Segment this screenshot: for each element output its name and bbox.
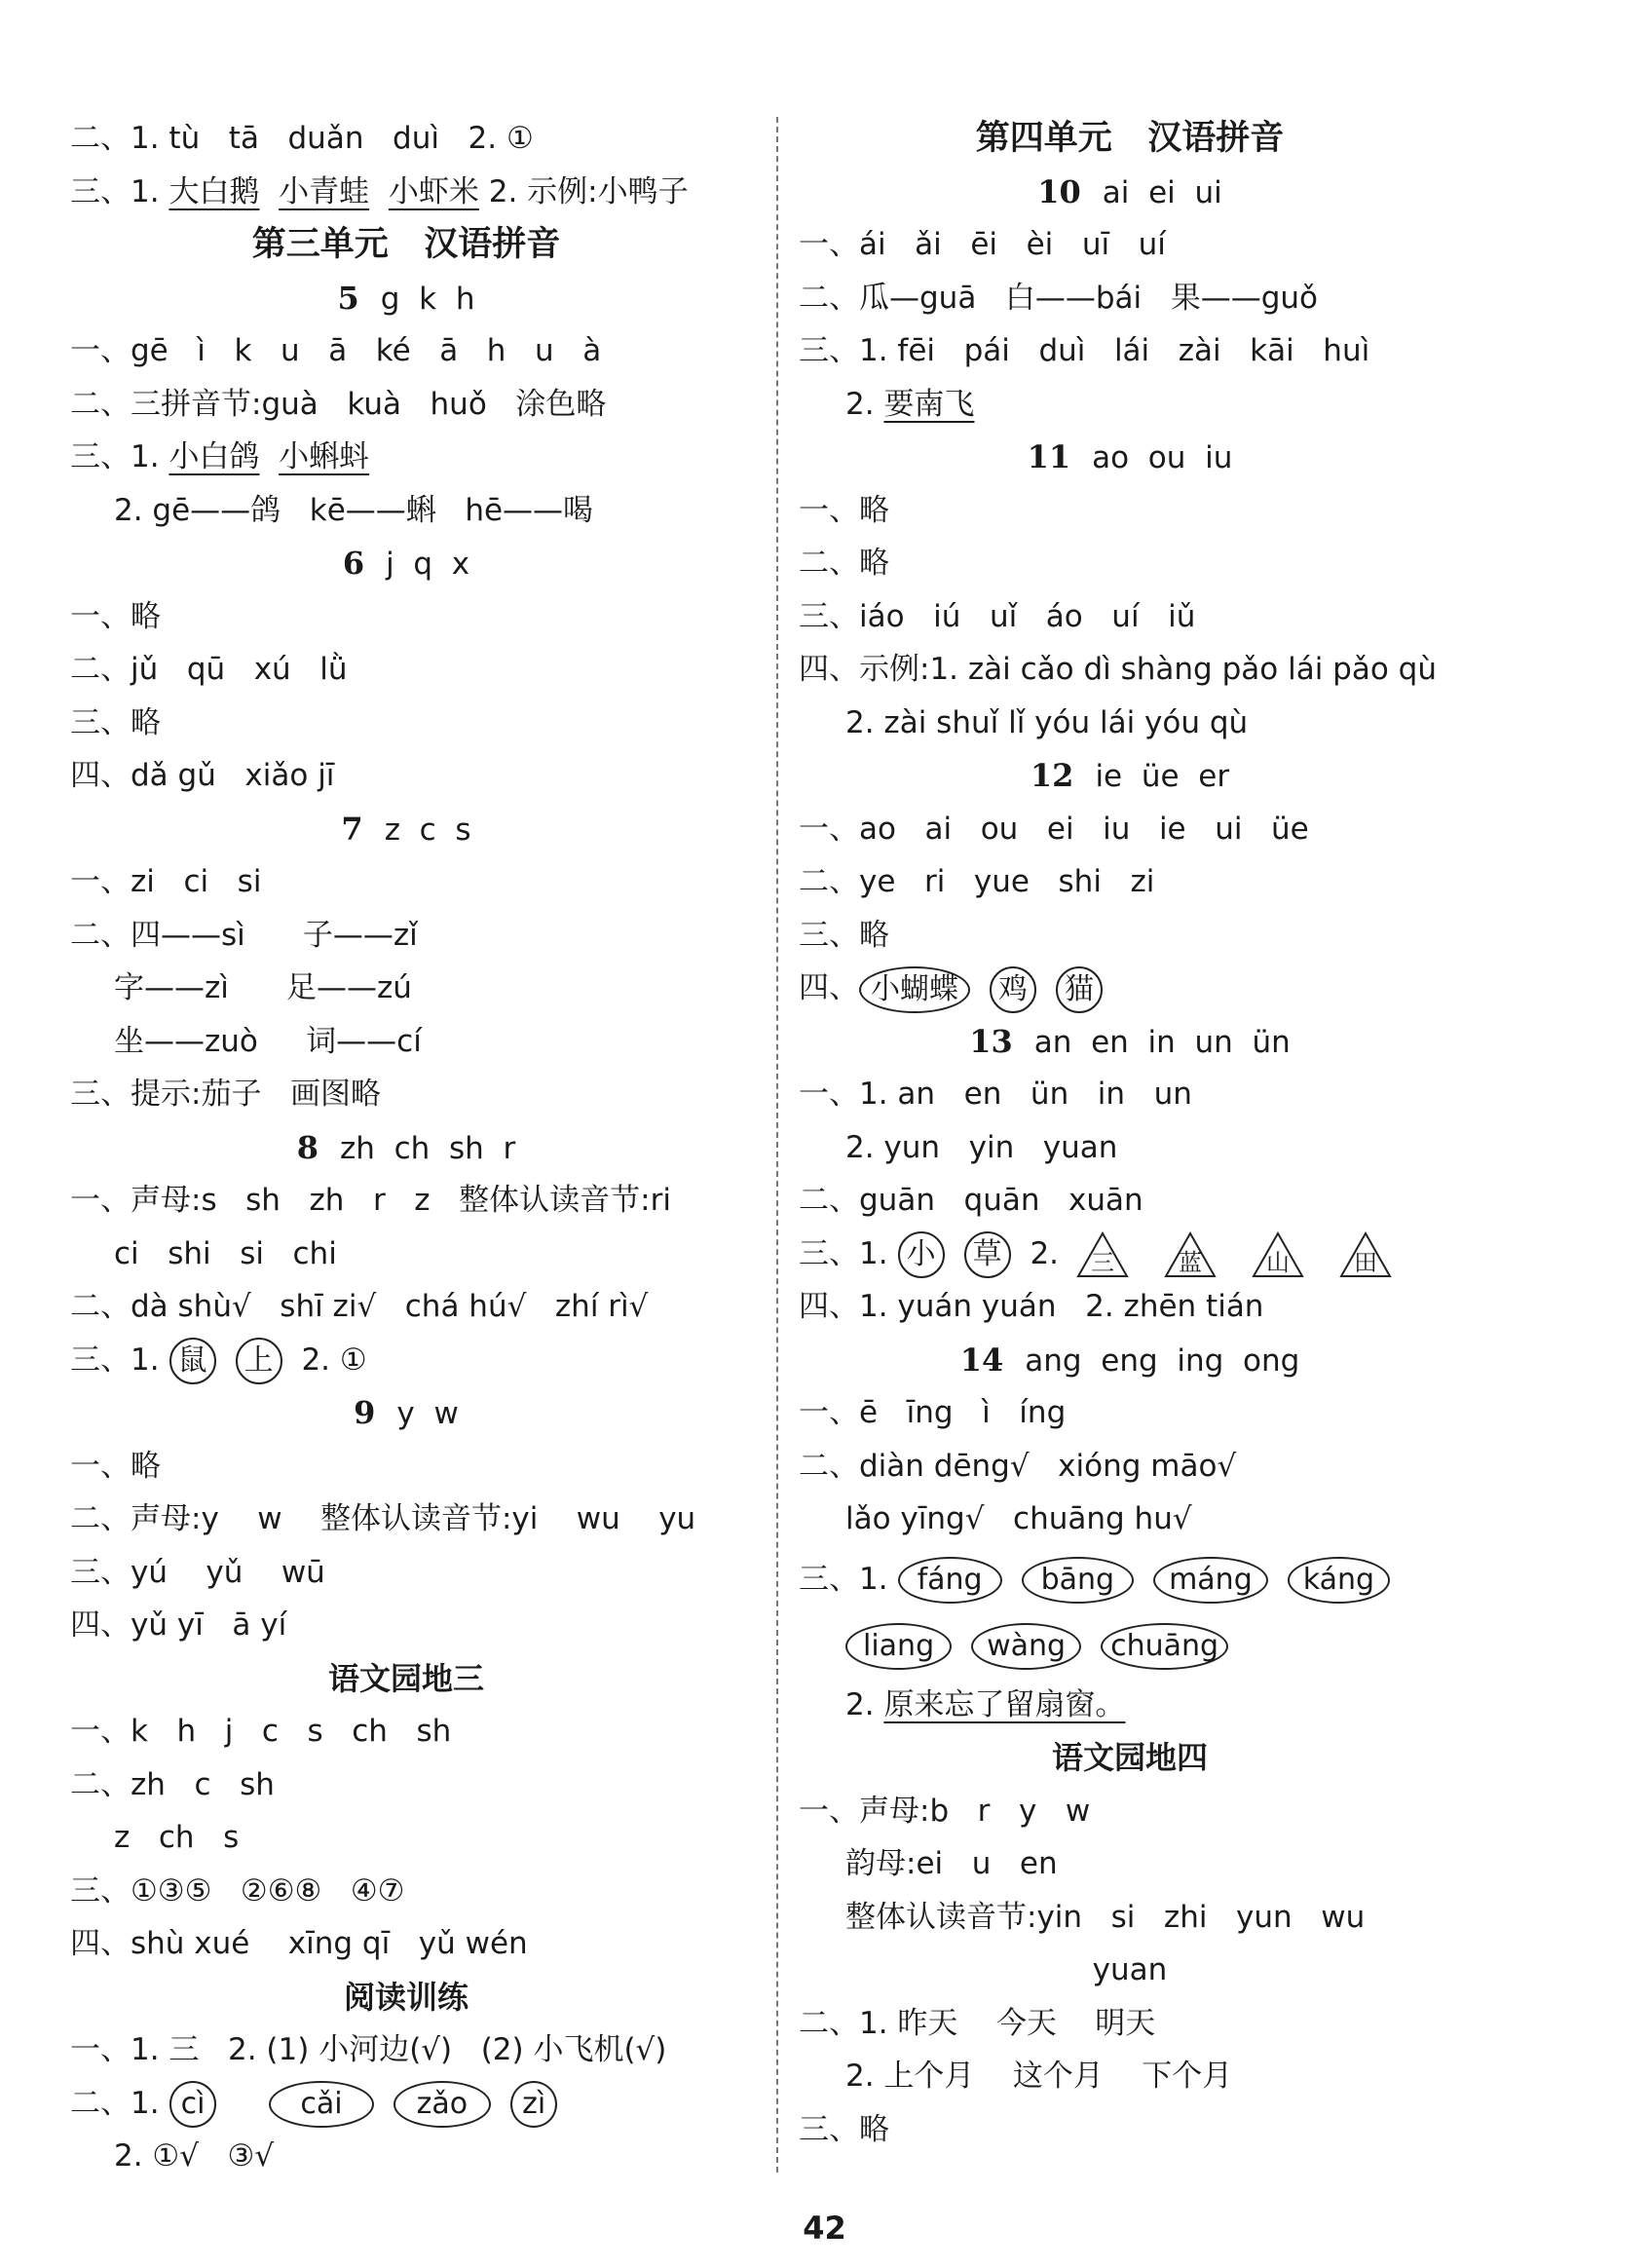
lesson-number: 11: [1027, 438, 1071, 475]
circled-answer: 小蝴蝶: [859, 966, 970, 1013]
circled-answer: 猫: [1056, 966, 1103, 1013]
answer-line: 一、zi ci si: [70, 864, 262, 899]
lesson-name: zh ch sh r: [339, 1130, 516, 1166]
lesson-number: 13: [969, 1022, 1013, 1060]
unit-title: 第三单元 汉语拼音: [251, 224, 561, 264]
circled-answer: káng: [1288, 1557, 1390, 1604]
answer-line: [70, 2077, 742, 2131]
answer-line: 一、ao ai ou ei iu ie ui üe: [799, 811, 1309, 847]
answer-line: 一、k h j c s ch sh: [70, 1714, 452, 1749]
circled-answer: 小: [898, 1231, 945, 1278]
answer-line: lǎo yīng√ chuāng hu√: [845, 1501, 1192, 1536]
lesson-name: ang eng ing ong: [1025, 1342, 1300, 1379]
lesson-title: [70, 1121, 742, 1175]
circled-answer: fáng: [898, 1557, 1002, 1604]
answer-line: 2. yun yin yuan: [845, 1129, 1118, 1165]
answer-line: 2. ①√ ③√: [114, 2138, 275, 2174]
lesson-title: [799, 1334, 1461, 1387]
lesson-name: ai ei ui: [1102, 174, 1222, 210]
answer-prefix: 2.: [845, 1686, 875, 1722]
lesson-name: y w: [396, 1396, 459, 1431]
underlined-answer: 小虾米: [388, 173, 479, 209]
lesson-title: [70, 272, 742, 325]
answer-line: 2. 上个月 这个月 下个月: [845, 2059, 1233, 2094]
underlined-answer: 要南飞: [883, 386, 975, 422]
answer-line: 一、gē ì k u ā ké ā h u à: [70, 333, 602, 368]
answer-line: 二、diàn dēng√ xióng māo√: [799, 1448, 1237, 1484]
answer-line: [799, 962, 1461, 1015]
answer-line: 二、四——sì 子——zǐ: [70, 917, 418, 953]
answer-prefix: 三、1.: [70, 1342, 160, 1378]
lesson-number: 8: [296, 1128, 319, 1166]
lesson-name: an en in un ün: [1033, 1024, 1291, 1060]
lesson-number: 10: [1037, 172, 1081, 210]
answer-prefix: 三、1.: [70, 439, 160, 474]
answer-line: 三、略: [799, 917, 889, 953]
triangle-outline-icon: [1339, 1230, 1392, 1279]
answer-line: ci shi si chi: [114, 1235, 337, 1271]
answer-line: 一、声母:b r y w: [799, 1793, 1091, 1829]
circled-answer: liang: [845, 1623, 952, 1670]
lesson-number: 7: [341, 810, 363, 848]
triangle-marked-answer: [1076, 1230, 1129, 1279]
answer-line: 一、声母:s sh zh r z 整体认读音节:ri: [70, 1183, 671, 1218]
answer-line: 三、略: [799, 2111, 889, 2147]
answer-line: 二、dà shù√ shī zi√ chá hú√ zhí rì√: [70, 1289, 649, 1324]
circled-answer: máng: [1153, 1557, 1268, 1604]
triangle-marked-answer: [1164, 1230, 1217, 1279]
answer-line: 一、略: [70, 598, 161, 634]
circled-answer: 草: [964, 1231, 1011, 1278]
answer-line: 二、1. 昨天 今天 明天: [799, 2005, 1156, 2041]
answer-line: 坐——zuò 词——cí: [114, 1023, 422, 1059]
answer-line: [799, 1612, 1461, 1679]
answer-line: [70, 166, 742, 219]
circled-answer: 上: [236, 1338, 282, 1384]
lesson-title: [70, 803, 742, 856]
answer-line: 一、1. 三 2. (1) 小河边(√) (2) 小飞机(√): [70, 2032, 667, 2067]
lesson-name: j q x: [386, 547, 470, 582]
lesson-title: [799, 1015, 1461, 1069]
lesson-title: [799, 166, 1461, 219]
answer-prefix: 三、1.: [799, 1235, 888, 1271]
lesson-title: [70, 1386, 742, 1440]
circled-answer: zǎo: [394, 2081, 492, 2128]
column-divider: [776, 117, 778, 2173]
answer-line: 二、zh c sh: [70, 1766, 275, 1802]
section-title: 语文园地三: [327, 1659, 484, 1697]
lesson-title: [799, 749, 1461, 803]
circled-answer: chuāng: [1101, 1623, 1228, 1670]
answer-line: 二、瓜—guā 白——bái 果——guǒ: [799, 280, 1319, 316]
unit-title: 第四单元 汉语拼音: [975, 118, 1285, 158]
underlined-answer: 大白鹅: [169, 173, 260, 209]
answer-prefix: 三、1.: [799, 1561, 888, 1597]
circled-answer: wàng: [971, 1623, 1081, 1670]
lesson-number: 9: [354, 1394, 376, 1431]
answer-line: yuan: [1092, 1952, 1168, 1987]
answer-line: 二、guān quān xuān: [799, 1183, 1143, 1218]
triangle-outline-icon: [1164, 1230, 1217, 1279]
page-number: 42: [803, 2210, 846, 2247]
triangle-outline-icon: [1252, 1230, 1304, 1279]
answer-text: 2. ①: [301, 1342, 367, 1378]
answer-line: 三、提示:茄子 画图略: [70, 1077, 382, 1112]
answer-text: 2. 示例:小鸭子: [488, 173, 689, 209]
circled-answer: 鸡: [990, 966, 1036, 1013]
answer-line: [799, 1546, 1461, 1612]
triangle-outline-icon: [1076, 1230, 1129, 1279]
answer-line: 字——zì 足——zú: [114, 970, 412, 1005]
answer-prefix: 三、1.: [70, 173, 160, 209]
answer-line: [799, 378, 1461, 432]
left-column: [70, 112, 742, 2183]
answer-prefix: 四、: [799, 970, 859, 1005]
lesson-title: [799, 431, 1461, 484]
answer-prefix: 2.: [845, 386, 875, 422]
circled-answer: zì: [510, 2081, 557, 2128]
section-title: 语文园地四: [1051, 1739, 1208, 1776]
lesson-number: 12: [1030, 757, 1074, 794]
lesson-name: ie üe er: [1095, 759, 1230, 794]
answer-line: 二、三拼音节:guà kuà huǒ 涂色略: [70, 386, 607, 422]
answer-line: 一、略: [799, 492, 889, 528]
answer-line: 四、示例:1. zài cǎo dì shàng pǎo lái pǎo qù: [799, 652, 1437, 687]
answer-line: 韵母:ei u en: [845, 1846, 1058, 1881]
right-column: [799, 112, 1461, 2156]
underlined-answer: 小蝌蚪: [279, 439, 370, 474]
answer-line: 一、ē īng ì íng: [799, 1395, 1067, 1430]
triangle-marked-answer: [1252, 1230, 1304, 1279]
answer-line: [70, 1334, 742, 1387]
answer-line: 整体认读音节:yin si zhi yun wu: [845, 1899, 1366, 1935]
answer-prefix: 二、1.: [70, 2085, 160, 2121]
answer-line: 四、shù xué xīng qī yǔ wén: [70, 1926, 528, 1961]
lesson-name: ao ou iu: [1092, 440, 1233, 475]
answer-line: 二、jǔ qū xú lǜ: [70, 652, 348, 687]
answer-line: 三、略: [70, 704, 161, 740]
answer-line: 四、yǔ yī ā yí: [70, 1607, 287, 1643]
circled-answer: cǎi: [269, 2081, 373, 2128]
answer-line: 一、略: [70, 1448, 161, 1484]
answer-line: 二、ye ri yue shi zi: [799, 864, 1155, 899]
triangle-char: 田: [1354, 1249, 1378, 1276]
answer-line: 一、ái ǎi ēi èi uī uí: [799, 227, 1166, 262]
circled-answer: 鼠: [169, 1338, 216, 1384]
underlined-answer: 小青蛙: [279, 173, 370, 209]
underlined-answer: 小白鸽: [169, 439, 260, 474]
answer-line: z ch s: [114, 1820, 240, 1855]
triangle-char: 蓝: [1179, 1249, 1203, 1276]
lesson-name: z c s: [384, 812, 471, 848]
answer-line: [799, 1679, 1461, 1732]
answer-prefix: 2.: [1030, 1235, 1060, 1271]
answer-line: 一、1. an en ün in un: [799, 1077, 1192, 1112]
lesson-name: g k h: [380, 281, 475, 317]
answer-line: 2. gē——鸽 kē——蝌 hē——喝: [114, 492, 594, 528]
answer-line: [70, 431, 742, 484]
answer-line: 二、声母:y w 整体认读音节:yi wu yu: [70, 1501, 696, 1536]
answer-line: 三、yú yǔ wū: [70, 1554, 325, 1590]
answer-line: 三、iáo iú uǐ áo uí iǔ: [799, 598, 1196, 634]
lesson-number: 6: [342, 545, 365, 582]
triangle-char: 三: [1091, 1249, 1115, 1276]
lesson-title: [70, 537, 742, 590]
answer-line: 二、略: [799, 546, 889, 581]
circled-answer: cì: [169, 2081, 217, 2128]
triangle-char: 山: [1266, 1249, 1291, 1276]
section-title: 阅读训练: [343, 1978, 468, 2016]
lesson-number: 14: [959, 1341, 1004, 1379]
answer-line: [799, 1228, 1461, 1281]
answer-line: 四、dǎ gǔ xiǎo jī: [70, 758, 335, 793]
underlined-answer: 原来忘了留扇窗。: [883, 1686, 1126, 1722]
lesson-number: 5: [337, 279, 359, 317]
answer-line: 三、①③⑤ ②⑥⑧ ④⑦: [70, 1872, 405, 1909]
answer-line: 二、1. tù tā duǎn duì 2. ①: [70, 121, 534, 156]
triangle-marked-answer: [1339, 1230, 1392, 1279]
answer-line: 2. zài shuǐ lǐ yóu lái yóu qù: [845, 704, 1249, 740]
answer-line: 三、1. fēi pái duì lái zài kāi huì: [799, 333, 1370, 368]
circled-answer: bāng: [1022, 1557, 1134, 1604]
answer-line: 四、1. yuán yuán 2. zhēn tián: [799, 1289, 1264, 1324]
